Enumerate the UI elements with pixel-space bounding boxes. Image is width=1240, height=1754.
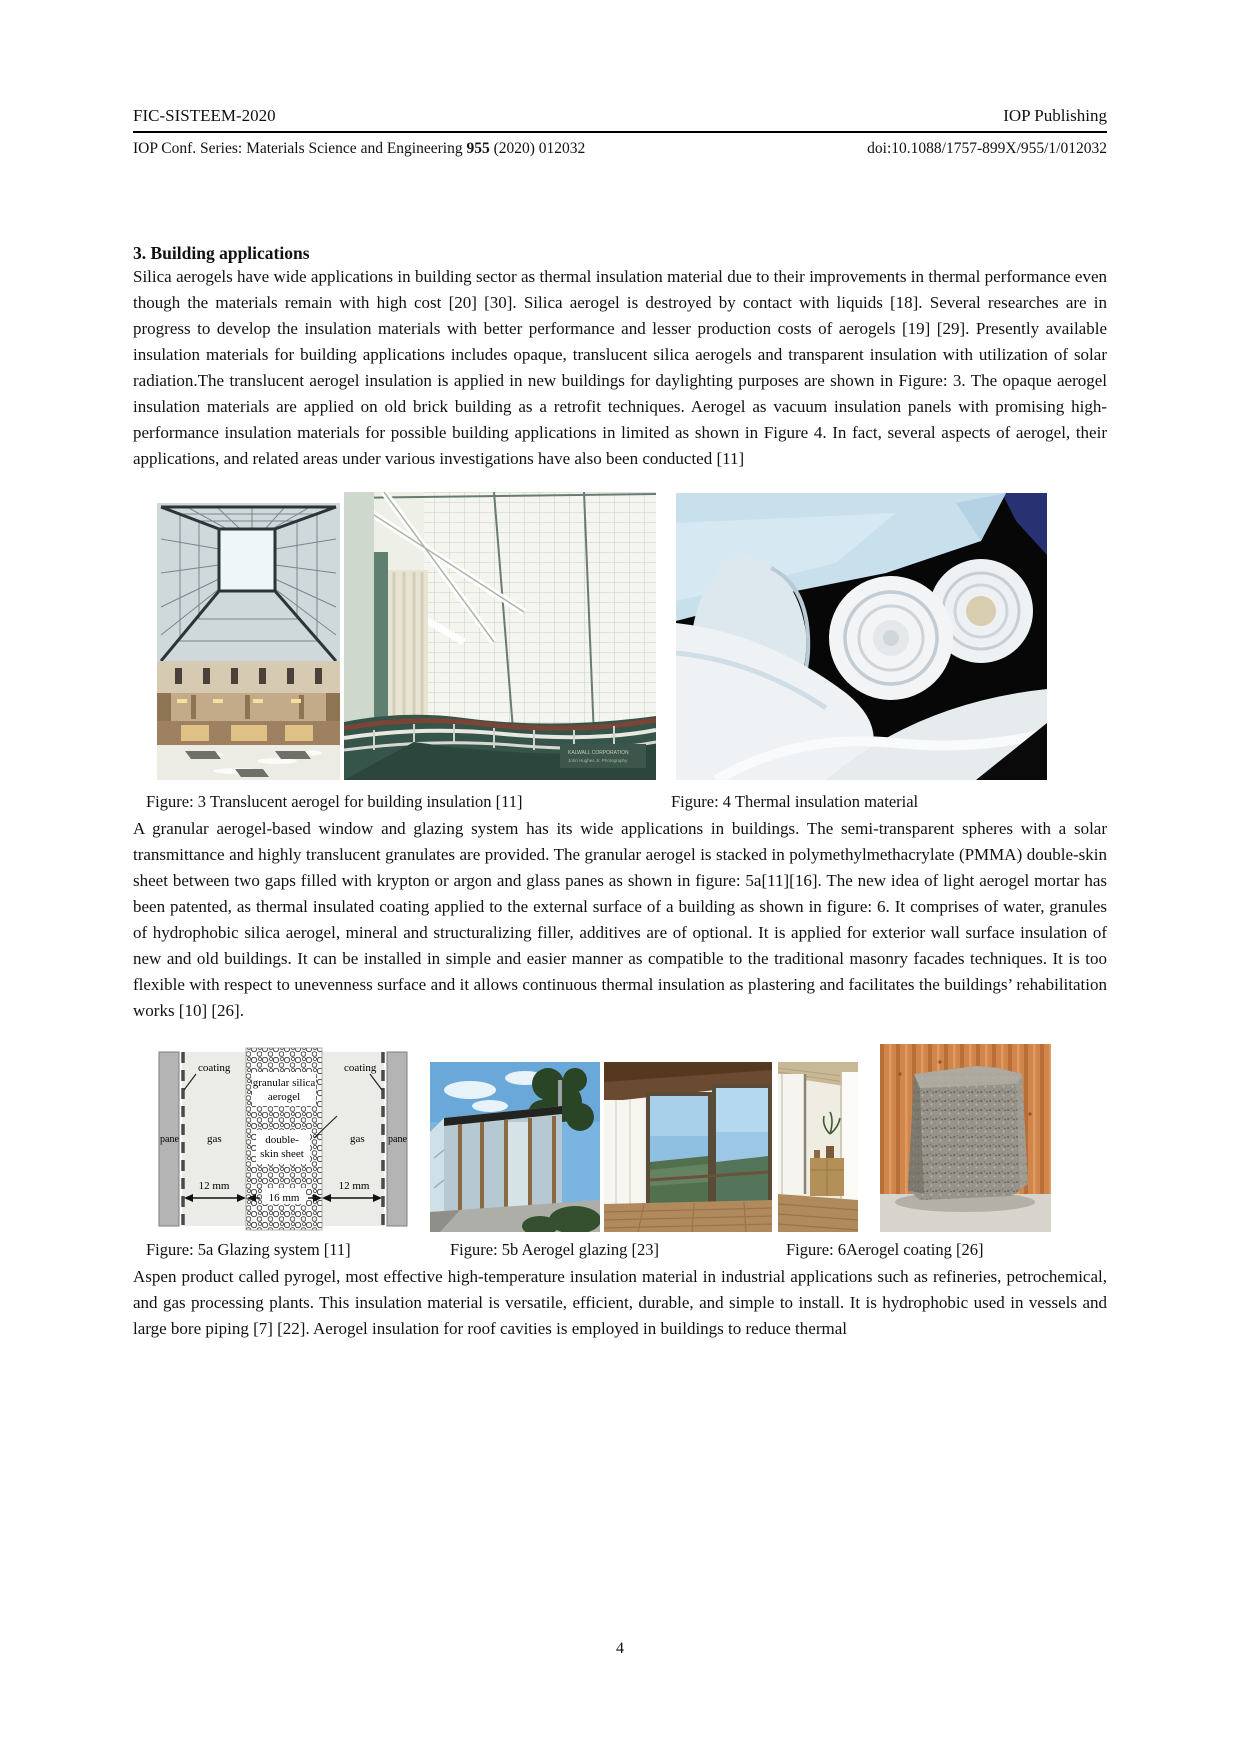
figure5b-photo-interior-hall	[778, 1062, 858, 1232]
diagram-label-gas-right: gas	[350, 1133, 365, 1145]
caption-row-1	[133, 792, 1107, 816]
figure5b-photo-interior-windows	[604, 1062, 772, 1232]
diagram-label-pane-right: pane	[388, 1134, 407, 1145]
figure4-caption: Figure: 4 Thermal insulation material	[671, 792, 919, 811]
publisher-name: IOP Publishing	[1003, 106, 1107, 125]
diagram-dim-left: 12 mm	[198, 1180, 230, 1192]
page-number: 4	[616, 1640, 624, 1657]
diagram-label-pane-left: pane	[160, 1134, 179, 1145]
diagram-label-aerogel: aerogel	[267, 1091, 301, 1103]
citation-line	[133, 140, 1107, 158]
figure6-caption: Figure: 6Aerogel coating [26]	[786, 1240, 984, 1259]
page-header	[133, 0, 1107, 126]
figure5a-caption: Figure: 5a Glazing system [11]	[146, 1240, 351, 1259]
figure5b-caption: Figure: 5b Aerogel glazing [23]	[450, 1240, 659, 1259]
section-heading: 3. Building applications	[133, 243, 310, 263]
volume-number: 955	[466, 140, 490, 157]
diagram-dim-mid: 16 mm	[268, 1192, 300, 1204]
diagram-dim-right: 12 mm	[338, 1180, 370, 1192]
figure5b-photo-house-exterior	[430, 1062, 600, 1232]
paragraph-3: Aspen product called pyrogel, most effective high-temperature insulation material in industrial applications such as refineries, petrochemical, and gas processing plants. This insulation material is versatile, efficient, durable, and simple to install. It is hydrophobic used in vessels and large bore piping [7] [22]. Aerogel insulation for roof cavities is employed in buildings to reduce thermal	[133, 1267, 1107, 1338]
figure3-photo-atrium	[157, 503, 340, 780]
doi-text: doi:10.1088/1757-899X/955/1/012032	[867, 140, 1107, 157]
series-citation	[133, 140, 585, 158]
diagram-label-coating-left: coating	[198, 1062, 231, 1074]
diagram-label-granular-silica: granular silica	[252, 1077, 316, 1089]
figure3-photo-glazing-interior	[344, 492, 656, 780]
paragraph-2: A granular aerogel-based window and glazing system has its wide applications in buildings. The semi-transparent spheres with a solar transmittance and highly translucent granulates are provided. The granular aerogel is stacked in polymethylmethacrylate (PMMA) double-skin sheet between two gaps filled with krypton or argon and glass panes as shown in figure: 5a[11][16]. The new idea of light aerogel mortar has been patented, as thermal insulated coating applied to the external surface of a building as shown in figure: 6. It comprises of water, granules of hydrophobic silica aerogel, mineral and structuralizing filler, additives are of optional. It is applied for exterior wall surface insulation of new and old buildings. It can be installed in simple and easier manner as compatible to the traditional masonry facades techniques. It is too flexible with respect to unevenness surface and it allows continuous thermal insulation as plastering and facilitates the buildings’ rehabilitation works [10] [26].	[133, 819, 1107, 1020]
photo-watermark-line1: KALWALL CORPORATION	[568, 750, 629, 756]
conference-name: FIC-SISTEEM-2020	[133, 106, 276, 125]
figure5a-diagram-glazing-system	[152, 1046, 414, 1232]
paragraph-1: Silica aerogels have wide applications in building sector as thermal insulation material due to their improvements in thermal performance even though the materials remain with high cost [20] [30]. Silica aerogel is destroyed by contact with liquids [18]. Several researches are in progress to develop the insulation materials with better performance and lesser production costs of aerogels [19] [29]. Presently available insulation materials for building applications includes opaque, translucent silica aerogels and transparent insulation with utilization of solar radiation.The translucent aerogel insulation is applied in new buildings for daylighting purposes are shown in Figure: 3. The opaque aerogel insulation materials are applied on old brick building as a retrofit techniques. Aerogel as vacuum insulation panels with promising high-performance insulation materials for possible building applications in limited as shown in Figure 4. In fact, several aspects of aerogel, their applications, and related areas under various investigations have also been conducted [11]	[133, 267, 1107, 468]
figure3-caption: Figure: 3 Translucent aerogel for building insulation [11]	[146, 792, 523, 811]
figure6-photo-aerogel-coating	[880, 1044, 1051, 1232]
caption-row-2	[133, 1240, 1107, 1264]
figure4-photo-insulation-rolls	[676, 493, 1047, 780]
diagram-label-skin-sheet: skin sheet	[260, 1148, 304, 1160]
figure-row-1	[157, 492, 1107, 780]
figure-row-2	[152, 1044, 1107, 1232]
header-rule	[133, 131, 1107, 133]
issue-info: (2020) 012032	[493, 140, 586, 157]
series-title: IOP Conf. Series: Materials Science and Engineering	[133, 140, 463, 157]
diagram-label-coating-right: coating	[344, 1062, 377, 1074]
diagram-label-gas-left: gas	[207, 1133, 222, 1145]
photo-watermark-line2: John Hughes Jr. Photography	[568, 758, 628, 763]
diagram-label-double: double-	[265, 1134, 299, 1146]
